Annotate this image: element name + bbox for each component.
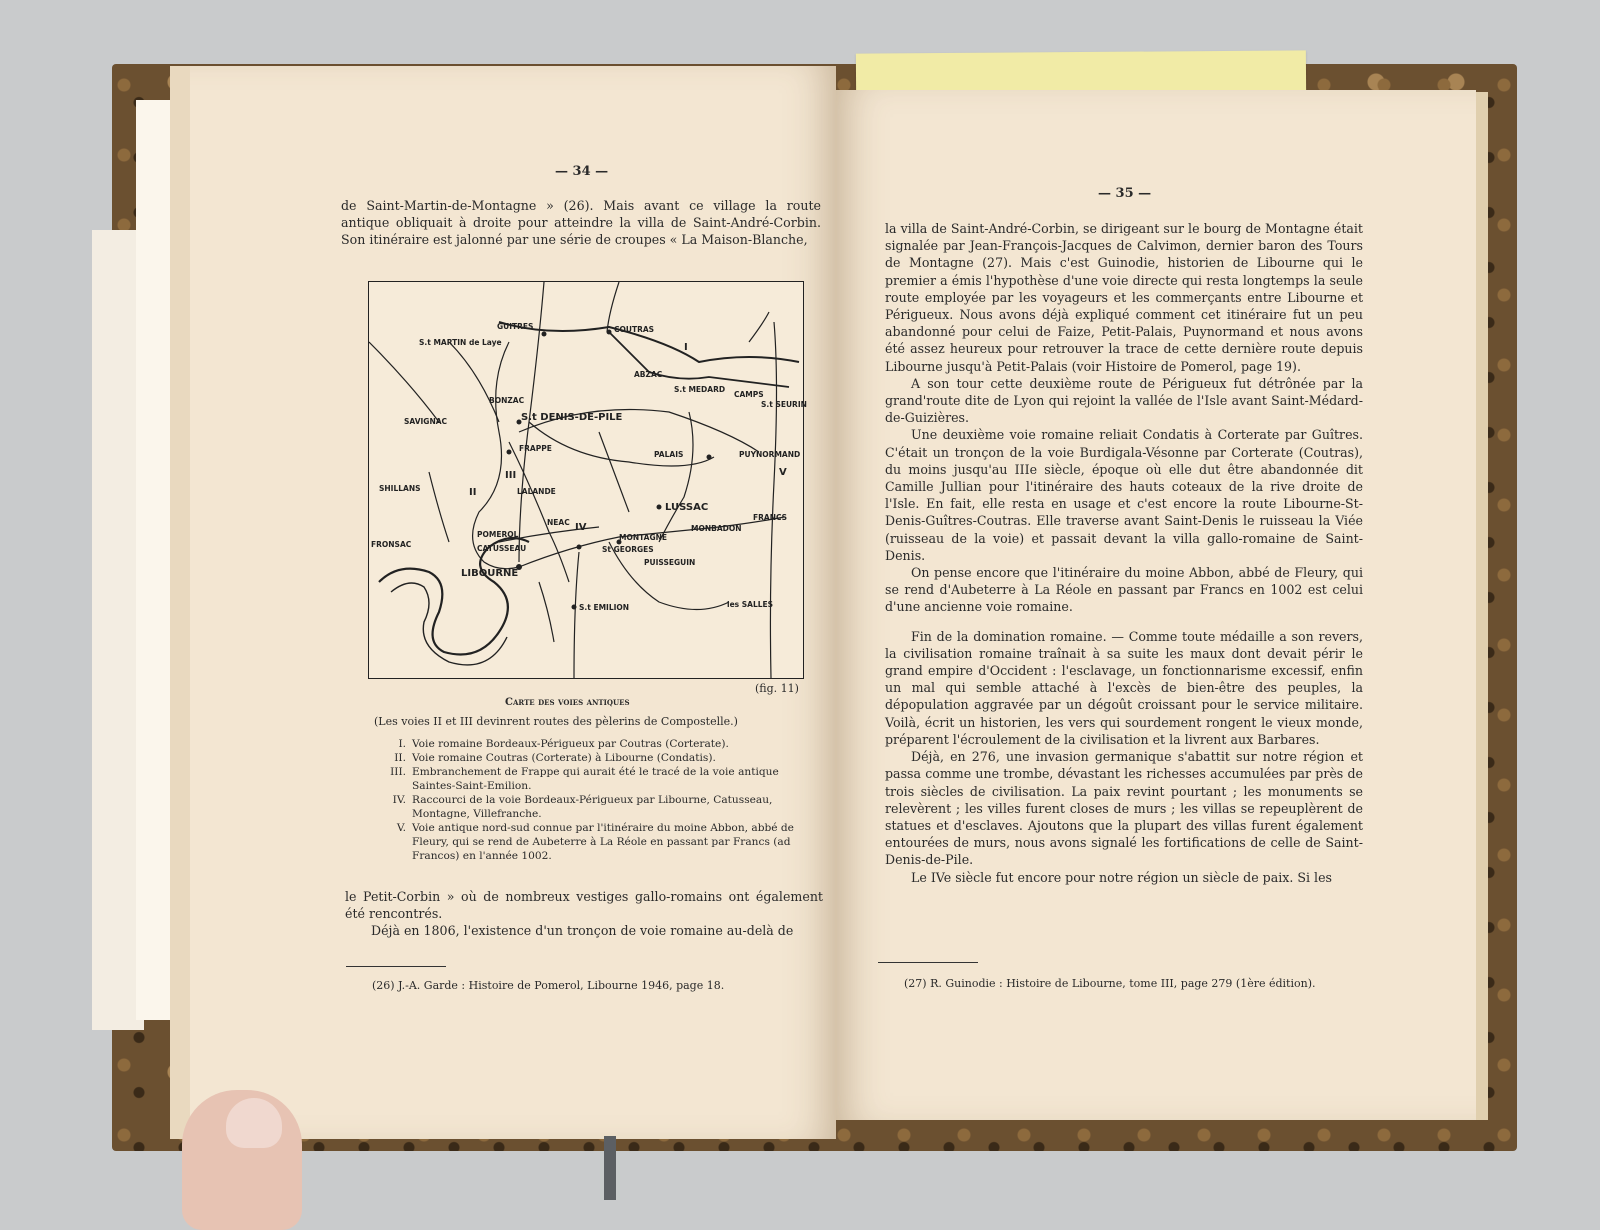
left-paragraph-bottom: le Petit-Corbin » où de nombreux vestiges gallo-romains ont également été rencontrés. Déjà en 1806, l'existence d'un tronçon de voie romaine au-delà de <box>345 889 823 939</box>
right-footnote-rule <box>878 962 978 963</box>
map-label-puisseguin: PUISSEGUIN <box>644 558 696 567</box>
map-label-frappe: FRAPPE <box>519 444 552 453</box>
right-page-number: — 35 — <box>1098 186 1152 201</box>
map-label-lussac: LUSSAC <box>665 502 709 513</box>
map-label-st-seurin: S.t SEURIN <box>761 400 807 409</box>
bookmark-tab <box>856 50 1306 95</box>
legend-item: V. Voie antique nord-sud connue par l'itinéraire du moine Abbon, abbé de Fleury, qui se rend de Aubeterre à La Réole en passant par Francs (ad Francos) en l'année 1002. <box>396 822 794 862</box>
right-body-text: la villa de Saint-André-Corbin, se dirigeant sur le bourg de Montagne était signalée par Jean-François-Jacques de Calvimon, dernier baron des Tours de Montagne (27). Mais c'est Guinodie, historien de Libourne qui le premier a émis l'hypothèse d'une voie directe qui resta longtemps la seule route employée par les voyageurs et les commerçants entre Libourne et Périgueux. Nous avons déjà expliqué comment cet itinéraire fut un peu abandonné pour celui de Faize, Petit-Palais, Puynormand et nous avons été assez heureux pour retrouver la trace de cette dernière route depuis Libourne jusqu'à Petit-Palais (voir Histoire de Pomerol, page 19). A son tour cette deuxième route de Périgueux fut détrônée par la grand'route dite de Lyon qui rejoint la vallée de l'Isle avant Saint-Médard-de-Guizières. Une deuxième voie romaine reliait Condatis à Corterate par Guîtres. C'était un tronçon de la voie Burdigala-Vésonne par Corterate (Coutras), du moins jusqu'au IIIe siècle, époque où elle dut être abandonnée dit Camille Jullian pour l'itinéraire des hauts coteaux de la rive droite de l'Isle. En fait, elle resta en usage et c'est encore la route Libourne-St-Denis-Guîtres-Coutras. Elle traverse avant Saint-Denis le ruisseau la Viée (ruisseau de la voie) et passait devant la villa gallo-romaine de Saint-Denis. On pense encore que l'itinéraire du moine Abbon, abbé de Fleury, qui se rend d'Aubeterre à La Réole en passant par Francs en 1002 est celui d'une ancienne voie romaine. Fin de la domination romaine. — Comme toute médaille a son revers, la civilisation romaine traînait à sa suite les maux dont devait périr le grand empire d'Occident : l'esclavage, un fonctionnarisme excessif, enfin un mal qui semble attaché à l'excès de bien-être des peuples, la dépopulation aggravée par un dégoût croissant pour le service militaire. Voilà, écrit un historien, les vers qui sourdement rongent le vieux monde, préparent l'écroulement de la civilisation et la livrent aux Barbares. Déjà, en 276, une invasion germanique s'abattit sur notre région et passa comme une trombe, dévastant les richesses accumulées par près de trois siècles de civilisation. La paix revint pourtant ; les monuments se relevèrent ; les villes furent closes de murs ; les villas se repeuplèrent de statues et d'esclaves. Ajoutons que la plupart des villas furent également entourées de murs, nous avons signalé les fortifications de celle de Saint-Denis-de-Pile. Le IVe siècle fut encore pour notre région un siècle de paix. Si les <box>885 221 1363 885</box>
map-label-st-emilion: S.t EMILION <box>579 603 630 612</box>
figure-title: Carte des voies antiques <box>505 697 630 708</box>
map-label-palais: PALAIS <box>654 450 684 459</box>
figure-subtitle: (Les voies II et III devinrent routes des pèlerins de Compostelle.) <box>374 715 738 728</box>
map-label-les-salles: les SALLES <box>727 600 774 609</box>
map-label-route-v: V <box>779 467 787 478</box>
map-label-coutras: COUTRAS <box>614 325 655 334</box>
map-label-bonzac: BONZAC <box>489 396 525 405</box>
map-label-route-iv: IV <box>575 522 587 533</box>
legend-item: II. Voie romaine Coutras (Corterate) à Libourne (Condatis). <box>394 752 716 764</box>
map-label-route-i: I <box>684 342 688 353</box>
map-label-route-iii: III <box>505 470 517 481</box>
map-label-libourne: LIBOURNE <box>461 568 519 579</box>
map-label-montagne: MONTAGNE <box>619 533 668 542</box>
legend-item: IV. Raccourci de la voie Bordeaux-Périgueux par Libourne, Catusseau, Montagne, Villefranche. <box>392 794 773 820</box>
map-label-puynormand: PUYNORMAND <box>739 450 801 459</box>
map-label-st-denis: S.t DENIS-DE-PILE <box>521 412 623 423</box>
legend-item: I. Voie romaine Bordeaux-Périgueux par Coutras (Corterate). <box>398 738 729 750</box>
legend-item: III. Embranchement de Frappe qui aurait été le tracé de la voie antique Saintes-Saint-Emilion. <box>390 766 779 792</box>
ribbon-bookmark <box>604 1136 616 1200</box>
map-label-monbadon: MONBADON <box>691 524 742 533</box>
map-label-st-martin: S.t MARTIN de Laye <box>419 338 502 347</box>
figure-number: (fig. 11) <box>755 682 799 695</box>
map-label-francs: FRANCS <box>753 513 788 522</box>
map-label-savignac: SAVIGNAC <box>404 417 448 426</box>
map-label-fronsac: FRONSAC <box>371 540 412 549</box>
map-label-st-medard: S.t MEDARD <box>674 385 726 394</box>
map-label-guitres: GUITRES <box>497 322 534 331</box>
map-label-abzac: ABZAC <box>634 370 663 379</box>
map-label-shillans: SHILLANS <box>379 484 421 493</box>
map-label-pomerol: POMEROL <box>477 530 519 539</box>
right-footnote: (27) R. Guinodie : Histoire de Libourne, tome III, page 279 (1ère édition). <box>904 977 1316 990</box>
left-paragraph-top: de Saint-Martin-de-Montagne » (26). Mais avant ce village la route antique obliquait à droite pour atteindre la villa de Saint-André-Corbin. Son itinéraire est jalonné par une série de croupes « La Maison-Blanche, <box>341 198 821 248</box>
figure-legend <box>378 737 803 863</box>
left-footnote-rule <box>346 966 446 967</box>
page-edges-left <box>170 66 192 1139</box>
left-page-number: — 34 — <box>555 164 609 179</box>
map-label-route-ii: II <box>469 487 477 498</box>
map-figure <box>368 281 807 679</box>
map-label-catusseau: CATUSSEAU <box>477 544 527 553</box>
thumb-nail <box>226 1098 282 1148</box>
left-footnote: (26) J.-A. Garde : Histoire de Pomerol, Libourne 1946, page 18. <box>372 979 725 992</box>
map-label-camps: CAMPS <box>734 390 764 399</box>
map-label-neac: NEAC <box>547 518 570 527</box>
map-label-lalande: LALANDE <box>517 487 556 496</box>
map-label-st-georges: St GEORGES <box>602 545 654 554</box>
